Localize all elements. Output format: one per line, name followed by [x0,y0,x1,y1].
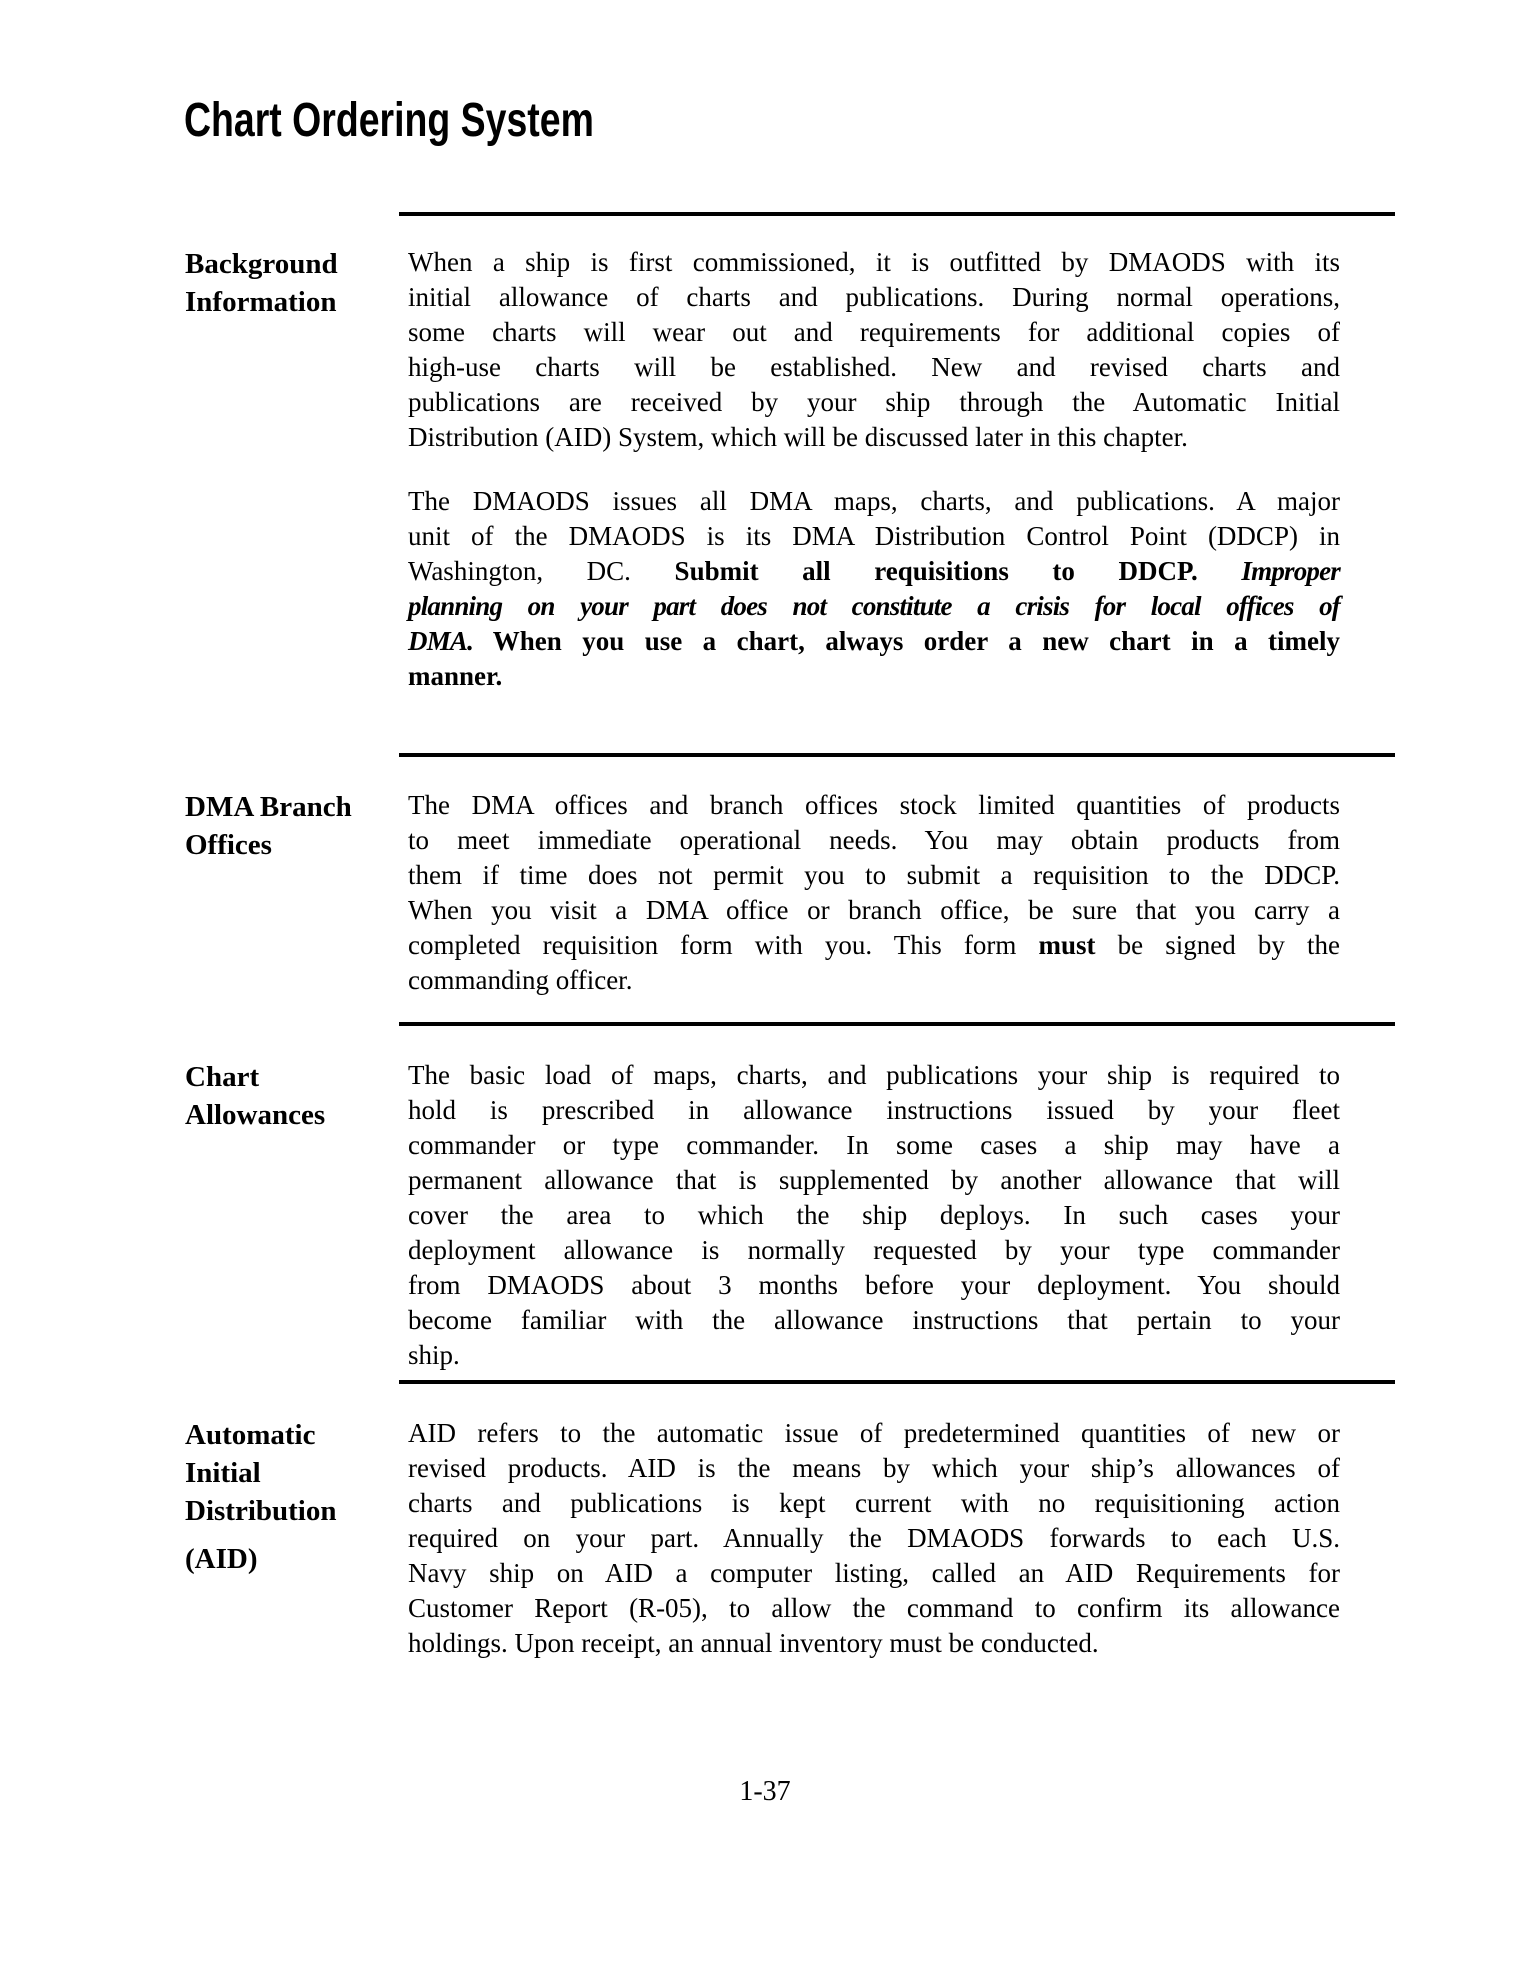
heading-line: Initial [185,1457,261,1489]
body-text-line [408,1163,1340,1198]
text-run: be signed by the [1095,930,1340,960]
body-text-line [408,420,1340,455]
text-run: AID refers to the automatic issue of predetermined quantities of new or [408,1418,1340,1448]
body-text-line [408,1233,1340,1268]
text-run: them if time does not permit you to submit a requisition to the DDCP. [408,860,1340,890]
text-run: charts and publications is kept current with no requisitioning action [408,1488,1340,1518]
paragraph [408,484,1340,694]
body-text-line [408,1093,1340,1128]
section-heading-automatic-initial-distribution [185,1416,400,1578]
text-run: commander or type commander. In some cases a ship may have a [408,1130,1340,1160]
heading-line: Chart [185,1061,260,1093]
section-divider [399,753,1395,757]
text-run: Washington, DC. [408,556,675,586]
text-run: initial allowance of charts and publications. During normal operations, [408,282,1340,312]
text-run: commanding officer. [408,965,633,995]
body-text-line [408,1416,1340,1451]
page-title: Chart Ordering System [184,94,594,147]
heading-line: Distribution [185,1495,337,1527]
body-text-line [408,280,1340,315]
emphasis-text-run: must [1038,930,1096,960]
body-text-line [408,928,1340,963]
section-divider [399,212,1395,216]
text-run: ship. [408,1340,460,1370]
text-run: cover the area to which the ship deploys. In such cases your [408,1200,1340,1230]
body-text-line [408,385,1340,420]
text-run: permanent allowance that is supplemented by another allowance that will [408,1165,1340,1195]
body-text-line [408,893,1340,928]
text-run: The basic load of maps, charts, and publications your ship is required to [408,1060,1340,1090]
paragraph [408,1416,1340,1661]
emphasis-text-run: planning on your part does not constitute a crisis for local offices of [408,591,1340,621]
body-text-line [408,788,1340,823]
body-text-line [408,1338,1340,1373]
emphasis-text-run: DMA. [408,626,493,656]
section-heading-dma-branch-offices [185,788,400,864]
heading-line: Automatic [185,1419,316,1451]
heading-line: Background [185,248,338,280]
emphasis-text-run: Submit all requisitions to DDCP. [674,556,1242,586]
body-text-line [408,1486,1340,1521]
text-run: from DMAODS about 3 months before your deployment. You should [408,1270,1340,1300]
body-text-line [408,350,1340,385]
heading-line: DMA Branch [185,791,352,823]
section-divider [399,1380,1395,1384]
body-text-line [408,1556,1340,1591]
body-text-line [408,1058,1340,1093]
body-text-line [408,858,1340,893]
body-text-line [408,1128,1340,1163]
body-text-line [408,1268,1340,1303]
text-run: Distribution (AID) System, which will be discussed later in this chapter. [408,422,1188,452]
body-text-line [408,659,1340,694]
body-text-line [408,484,1340,519]
text-run: completed requisition form with you. This form [408,930,1039,960]
body-text-line [408,1451,1340,1486]
text-run: required on your part. Annually the DMAODS forwards to each U.S. [408,1523,1340,1553]
paragraph [408,245,1340,455]
paragraph [408,788,1340,998]
body-text-line [408,1626,1340,1661]
section-heading-background-information [185,245,400,321]
body-text-line [408,589,1340,624]
text-run: high-use charts will be established. New and revised charts and [408,352,1340,382]
emphasis-text-run: manner. [408,661,503,691]
text-run: publications are received by your ship through the Automatic Initial [408,387,1340,417]
text-run: The DMA offices and branch offices stock limited quantities of products [408,790,1340,820]
text-run: unit of the DMAODS is its DMA Distribution Control Point (DDCP) in [408,521,1340,551]
emphasis-text-run: Improper [1241,556,1341,586]
paragraph [408,1058,1340,1373]
heading-line: Offices [185,829,272,861]
body-text-line [408,1198,1340,1233]
body-text-line [408,519,1340,554]
text-run: hold is prescribed in allowance instructions issued by your fleet [408,1095,1340,1125]
text-run: When a ship is first commissioned, it is outfitted by DMAODS with its [408,247,1340,277]
text-run: The DMAODS issues all DMA maps, charts, and publications. A major [408,486,1340,516]
heading-line: (AID) [185,1543,258,1575]
body-text-line [408,624,1340,659]
text-run: to meet immediate operational needs. You may obtain products from [408,825,1340,855]
body-text-line [408,245,1340,280]
body-text-line [408,1521,1340,1556]
body-text-line [408,963,1340,998]
section-heading-chart-allowances [185,1058,400,1134]
text-run: some charts will wear out and requirements for additional copies of [408,317,1340,347]
text-run: revised products. AID is the means by which your ship’s allowances of [408,1453,1340,1483]
body-text-line [408,823,1340,858]
text-run: become familiar with the allowance instructions that pertain to your [408,1305,1340,1335]
text-run: holdings. Upon receipt, an annual inventory must be conducted. [408,1628,1099,1658]
text-run: Navy ship on AID a computer listing, called an AID Requirements for [408,1558,1340,1588]
emphasis-text-run: When you use a chart, always order a new chart in a timely [492,626,1340,656]
section-divider [399,1022,1395,1026]
body-text-line [408,554,1340,589]
text-run: Customer Report (R-05), to allow the command to confirm its allowance [408,1593,1340,1623]
heading-line: Allowances [185,1099,326,1131]
text-run: deployment allowance is normally requested by your type commander [408,1235,1340,1265]
text-run: When you visit a DMA office or branch office, be sure that you carry a [408,895,1340,925]
body-text-line [408,1303,1340,1338]
body-text-line [408,315,1340,350]
page-number: 1-37 [739,1776,791,1807]
heading-line: Information [185,286,337,318]
body-text-line [408,1591,1340,1626]
